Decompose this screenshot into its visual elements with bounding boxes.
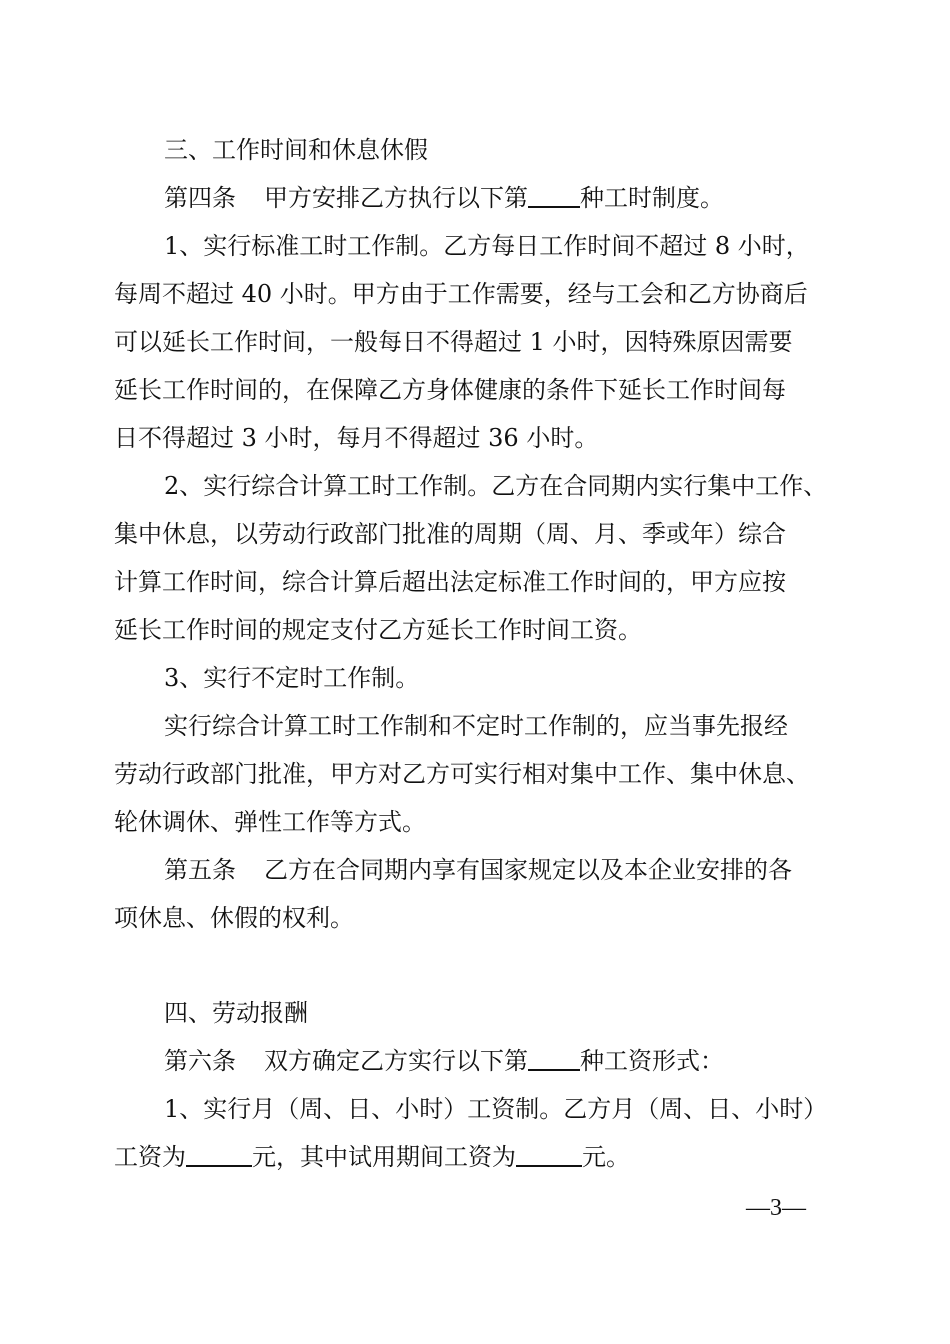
- item3-line: 3、实行不定时工作制。: [164, 664, 420, 692]
- section-heading-4: 四、劳动报酬: [164, 999, 308, 1027]
- item2-line: 延长工作时间的规定支付乙方延长工作时间工资。: [114, 616, 642, 644]
- fill-in-blank: [528, 182, 580, 208]
- item2-line: 集中休息，以劳动行政部门批准的周期（周、月、季或年）综合: [114, 520, 786, 548]
- article-6-text-a: 双方确定乙方实行以下第: [264, 1047, 528, 1075]
- article-6: [164, 1045, 838, 1077]
- article-5-line1: 乙方在合同期内享有国家规定以及本企业安排的各: [264, 856, 792, 884]
- note-line: 实行综合计算工时工作制和不定时工作制的，应当事先报经: [164, 712, 788, 740]
- wage-item1-line2: [114, 1141, 838, 1173]
- probation-wage-label: 元，其中试用期间工资为: [252, 1143, 516, 1171]
- note-line: 劳动行政部门批准，甲方对乙方可实行相对集中工作、集中休息、: [114, 760, 810, 788]
- article-4-label: 第四条: [164, 184, 236, 212]
- item1-line: 可以延长工作时间，一般每日不得超过 1 小时，因特殊原因需要: [114, 328, 793, 356]
- item2-line: 2、实行综合计算工时工作制。乙方在合同期内实行集中工作、: [164, 472, 828, 500]
- wage-amount-blank: [186, 1141, 252, 1167]
- article-5-line2: 项休息、休假的权利。: [114, 904, 354, 932]
- article-4-text-a: 甲方安排乙方执行以下第: [264, 184, 528, 212]
- yuan-suffix: 元。: [582, 1143, 630, 1171]
- article-4-text-b: 种工时制度。: [580, 184, 724, 212]
- probation-wage-blank: [516, 1141, 582, 1167]
- item1-line: 日不得超过 3 小时，每月不得超过 36 小时。: [114, 424, 599, 452]
- section-heading-3: 三、工作时间和休息休假: [164, 136, 428, 164]
- article-5: [164, 854, 838, 886]
- article-5-label: 第五条: [164, 856, 236, 884]
- page-number: —3—: [746, 1195, 806, 1221]
- item2-line: 计算工作时间，综合计算后超出法定标准工作时间的，甲方应按: [114, 568, 786, 596]
- wage-label: 工资为: [114, 1143, 186, 1171]
- item1-line: 每周不超过 40 小时。甲方由于工作需要，经与工会和乙方协商后: [114, 280, 808, 308]
- fill-in-blank: [528, 1045, 580, 1071]
- wage-item1-line1: 1、实行月（周、日、小时）工资制。乙方月（周、日、小时）: [164, 1095, 828, 1123]
- item1-line: 1、实行标准工时工作制。乙方每日工作时间不超过 8 小时，: [164, 232, 810, 260]
- note-line: 轮休调休、弹性工作等方式。: [114, 808, 426, 836]
- article-6-text-b: 种工资形式：: [580, 1047, 724, 1075]
- article-6-label: 第六条: [164, 1047, 236, 1075]
- item1-line: 延长工作时间的，在保障乙方身体健康的条件下延长工作时间每: [114, 376, 786, 404]
- article-4: [164, 182, 838, 214]
